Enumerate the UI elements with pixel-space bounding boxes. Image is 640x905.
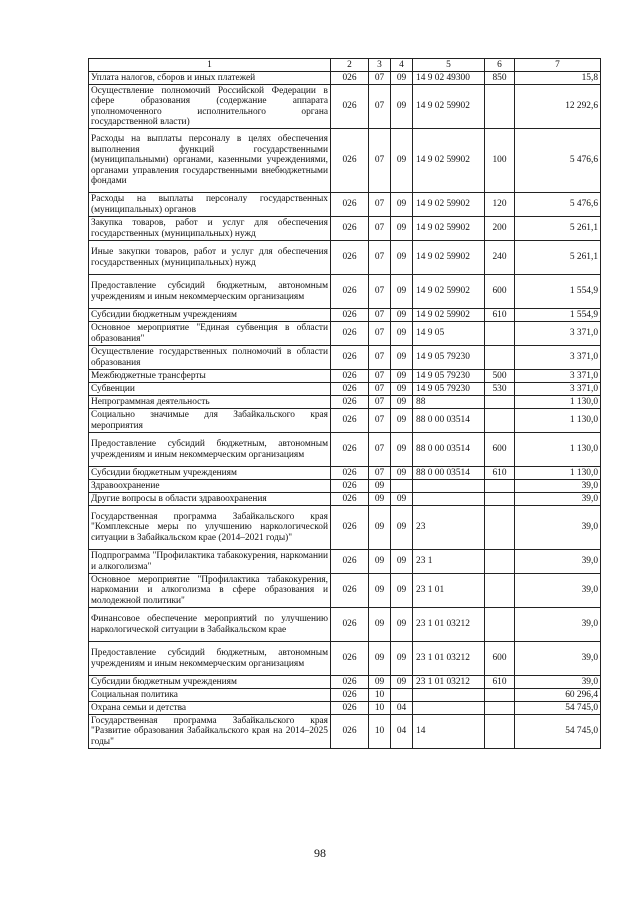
cell-target-item: 23 1 01: [413, 574, 485, 608]
cell-admin-code: 026: [331, 129, 369, 193]
cell-target-item: 14 9 05 79230: [413, 346, 485, 370]
cell-name: Субвенции: [89, 383, 331, 396]
header-cell-5: 5: [413, 59, 485, 72]
table-row: [89, 689, 601, 702]
cell-subsection: 09: [391, 217, 413, 241]
cell-amount: 3 371,0: [515, 370, 601, 383]
cell-admin-code: 026: [331, 193, 369, 217]
cell-section: 07: [369, 346, 391, 370]
cell-subsection: 09: [391, 85, 413, 129]
cell-amount: 5 261,1: [515, 217, 601, 241]
cell-subsection: 09: [391, 193, 413, 217]
table-row: [89, 550, 601, 574]
cell-expense-type: 240: [485, 241, 515, 275]
cell-target-item: 23: [413, 506, 485, 550]
cell-target-item: 88 0 00 03514: [413, 409, 485, 433]
cell-subsection: 09: [391, 493, 413, 506]
cell-section: 07: [369, 85, 391, 129]
cell-target-item: [413, 493, 485, 506]
cell-subsection: 09: [391, 129, 413, 193]
cell-expense-type: [485, 715, 515, 749]
cell-name: Государственная программа Забайкальского края "Развитие образования Забайкальского края на 2014–2025 годы": [89, 715, 331, 749]
cell-target-item: 14 9 02 49300: [413, 72, 485, 85]
table-row: [89, 467, 601, 480]
cell-amount: 5 476,6: [515, 193, 601, 217]
cell-subsection: 09: [391, 241, 413, 275]
cell-subsection: 09: [391, 370, 413, 383]
cell-amount: 39,0: [515, 676, 601, 689]
cell-name: Субсидии бюджетным учреждениям: [89, 676, 331, 689]
cell-section: 07: [369, 370, 391, 383]
cell-target-item: 14 9 02 59902: [413, 85, 485, 129]
cell-expense-type: [485, 480, 515, 493]
cell-subsection: 09: [391, 574, 413, 608]
table-row: [89, 72, 601, 85]
cell-name: Осуществление государственных полномочий в области образования: [89, 346, 331, 370]
cell-name: Закупка товаров, работ и услуг для обеспечения государственных (муниципальных) нужд: [89, 217, 331, 241]
table-row: [89, 715, 601, 749]
cell-section: 07: [369, 309, 391, 322]
cell-amount: 39,0: [515, 506, 601, 550]
cell-section: 09: [369, 480, 391, 493]
cell-section: 10: [369, 702, 391, 715]
cell-section: 09: [369, 642, 391, 676]
table-row: [89, 396, 601, 409]
cell-expense-type: [485, 689, 515, 702]
cell-target-item: [413, 480, 485, 493]
cell-expense-type: 100: [485, 129, 515, 193]
table-row: [89, 702, 601, 715]
cell-admin-code: 026: [331, 346, 369, 370]
table-row: [89, 275, 601, 309]
cell-name: Субсидии бюджетным учреждениям: [89, 467, 331, 480]
cell-expense-type: 500: [485, 370, 515, 383]
cell-expense-type: [485, 346, 515, 370]
table-row: [89, 383, 601, 396]
cell-section: 07: [369, 322, 391, 346]
cell-expense-type: 610: [485, 467, 515, 480]
cell-expense-type: [485, 506, 515, 550]
cell-amount: 3 371,0: [515, 322, 601, 346]
cell-name: Предоставление субсидий бюджетным, автономным учреждениям и иным некоммерческим организациям: [89, 433, 331, 467]
cell-name: Социальная политика: [89, 689, 331, 702]
cell-target-item: 88: [413, 396, 485, 409]
header-cell-4: 4: [391, 59, 413, 72]
cell-amount: 39,0: [515, 493, 601, 506]
cell-admin-code: 026: [331, 702, 369, 715]
cell-subsection: [391, 480, 413, 493]
cell-name: Осуществление полномочий Российской Федерации в сфере образования (содержание аппарата уполномоченного исполнительного органа государственной власти): [89, 85, 331, 129]
cell-amount: 54 745,0: [515, 715, 601, 749]
cell-amount: 39,0: [515, 608, 601, 642]
cell-target-item: 14 9 05: [413, 322, 485, 346]
cell-target-item: 23 1 01 03212: [413, 676, 485, 689]
cell-amount: 12 292,6: [515, 85, 601, 129]
cell-expense-type: [485, 493, 515, 506]
cell-name: Расходы на выплаты персоналу государственных (муниципальных) органов: [89, 193, 331, 217]
cell-target-item: 14 9 02 59902: [413, 275, 485, 309]
cell-admin-code: 026: [331, 480, 369, 493]
cell-target-item: 14 9 05 79230: [413, 383, 485, 396]
table-row: [89, 493, 601, 506]
table-row: [89, 217, 601, 241]
cell-subsection: 09: [391, 467, 413, 480]
cell-amount: 1 130,0: [515, 409, 601, 433]
cell-target-item: 14 9 05 79230: [413, 370, 485, 383]
cell-name: Основное мероприятие "Профилактика табакокурения, наркомании и алкоголизма в сфере образования и молодежной политики": [89, 574, 331, 608]
cell-target-item: 14 9 02 59902: [413, 309, 485, 322]
cell-amount: 39,0: [515, 574, 601, 608]
table-row: [89, 309, 601, 322]
cell-expense-type: 850: [485, 72, 515, 85]
cell-amount: 1 554,9: [515, 275, 601, 309]
cell-expense-type: 610: [485, 309, 515, 322]
cell-amount: 1 130,0: [515, 396, 601, 409]
cell-subsection: 04: [391, 715, 413, 749]
cell-subsection: 09: [391, 642, 413, 676]
cell-target-item: 23 1: [413, 550, 485, 574]
cell-section: 07: [369, 129, 391, 193]
cell-admin-code: 026: [331, 85, 369, 129]
budget-table: [88, 58, 601, 749]
cell-admin-code: 026: [331, 409, 369, 433]
header-cell-1: 1: [89, 59, 331, 72]
cell-subsection: 09: [391, 346, 413, 370]
cell-expense-type: [485, 85, 515, 129]
cell-amount: 5 261,1: [515, 241, 601, 275]
cell-expense-type: [485, 702, 515, 715]
table-row: [89, 346, 601, 370]
cell-amount: 54 745,0: [515, 702, 601, 715]
cell-subsection: 09: [391, 676, 413, 689]
cell-name: Здравоохранение: [89, 480, 331, 493]
header-cell-6: 6: [485, 59, 515, 72]
cell-name: Охрана семьи и детства: [89, 702, 331, 715]
cell-subsection: 09: [391, 322, 413, 346]
header-cell-7: 7: [515, 59, 601, 72]
table-row: [89, 370, 601, 383]
cell-subsection: 09: [391, 550, 413, 574]
table-row: [89, 506, 601, 550]
cell-amount: 60 296,4: [515, 689, 601, 702]
cell-amount: 39,0: [515, 550, 601, 574]
cell-section: 09: [369, 608, 391, 642]
cell-expense-type: [485, 574, 515, 608]
table-row: [89, 608, 601, 642]
cell-amount: 3 371,0: [515, 383, 601, 396]
cell-expense-type: [485, 608, 515, 642]
cell-subsection: 09: [391, 433, 413, 467]
cell-expense-type: [485, 550, 515, 574]
cell-section: 07: [369, 396, 391, 409]
cell-subsection: 09: [391, 383, 413, 396]
cell-subsection: 09: [391, 72, 413, 85]
table-row: [89, 676, 601, 689]
cell-target-item: 14: [413, 715, 485, 749]
cell-amount: 1 554,9: [515, 309, 601, 322]
cell-amount: 1 130,0: [515, 433, 601, 467]
cell-admin-code: 026: [331, 493, 369, 506]
cell-name: Социально значимые для Забайкальского края мероприятия: [89, 409, 331, 433]
cell-expense-type: [485, 409, 515, 433]
cell-admin-code: 026: [331, 275, 369, 309]
header-cell-3: 3: [369, 59, 391, 72]
cell-expense-type: 120: [485, 193, 515, 217]
cell-admin-code: 026: [331, 506, 369, 550]
table-row: [89, 433, 601, 467]
header-cell-2: 2: [331, 59, 369, 72]
cell-name: Основное мероприятие "Единая субвенция в области образования": [89, 322, 331, 346]
cell-name: Другие вопросы в области здравоохранения: [89, 493, 331, 506]
cell-section: 07: [369, 383, 391, 396]
cell-target-item: [413, 689, 485, 702]
cell-amount: 15,8: [515, 72, 601, 85]
cell-name: Субсидии бюджетным учреждениям: [89, 309, 331, 322]
cell-section: 07: [369, 275, 391, 309]
cell-name: Иные закупки товаров, работ и услуг для обеспечения государственных (муниципальных) нужд: [89, 241, 331, 275]
cell-subsection: 04: [391, 702, 413, 715]
cell-expense-type: 600: [485, 275, 515, 309]
cell-expense-type: [485, 322, 515, 346]
cell-name: Предоставление субсидий бюджетным, автономным учреждениям и иным некоммерческим организациям: [89, 275, 331, 309]
cell-admin-code: 026: [331, 72, 369, 85]
cell-section: 09: [369, 676, 391, 689]
cell-subsection: 09: [391, 409, 413, 433]
cell-section: 09: [369, 493, 391, 506]
cell-name: Финансовое обеспечение мероприятий по улучшению наркологической ситуации в Забайкальском крае: [89, 608, 331, 642]
cell-section: 07: [369, 217, 391, 241]
cell-section: 07: [369, 241, 391, 275]
cell-admin-code: 026: [331, 608, 369, 642]
cell-admin-code: 026: [331, 433, 369, 467]
cell-name: Государственная программа Забайкальского края "Комплексные меры по улучшению наркологической ситуации в Забайкальском крае (2014–2021 годы)": [89, 506, 331, 550]
table-row: [89, 193, 601, 217]
cell-target-item: 14 9 02 59902: [413, 129, 485, 193]
page-number: 98: [314, 846, 326, 860]
cell-expense-type: 610: [485, 676, 515, 689]
cell-amount: 1 130,0: [515, 467, 601, 480]
cell-subsection: [391, 689, 413, 702]
cell-section: 07: [369, 409, 391, 433]
table-row: [89, 129, 601, 193]
cell-admin-code: 026: [331, 241, 369, 275]
cell-admin-code: 026: [331, 550, 369, 574]
cell-section: 07: [369, 72, 391, 85]
cell-expense-type: 200: [485, 217, 515, 241]
cell-subsection: 09: [391, 396, 413, 409]
cell-target-item: [413, 702, 485, 715]
cell-amount: 39,0: [515, 480, 601, 493]
table-row: [89, 322, 601, 346]
cell-target-item: 23 1 01 03212: [413, 642, 485, 676]
cell-expense-type: 530: [485, 383, 515, 396]
cell-name: Уплата налогов, сборов и иных платежей: [89, 72, 331, 85]
cell-section: 09: [369, 550, 391, 574]
cell-section: 09: [369, 574, 391, 608]
cell-admin-code: 026: [331, 689, 369, 702]
cell-section: 10: [369, 715, 391, 749]
cell-name: Подпрограмма "Профилактика табакокурения, наркомании и алкоголизма": [89, 550, 331, 574]
cell-admin-code: 026: [331, 309, 369, 322]
cell-amount: 3 371,0: [515, 346, 601, 370]
table-row: [89, 480, 601, 493]
cell-section: 07: [369, 467, 391, 480]
cell-name: Межбюджетные трансферты: [89, 370, 331, 383]
cell-admin-code: 026: [331, 370, 369, 383]
cell-expense-type: 600: [485, 433, 515, 467]
table-row: [89, 85, 601, 129]
cell-expense-type: [485, 396, 515, 409]
cell-target-item: 23 1 01 03212: [413, 608, 485, 642]
cell-target-item: 14 9 02 59902: [413, 193, 485, 217]
cell-subsection: 09: [391, 506, 413, 550]
cell-admin-code: 026: [331, 676, 369, 689]
cell-amount: 5 476,6: [515, 129, 601, 193]
cell-admin-code: 026: [331, 715, 369, 749]
cell-target-item: 14 9 02 59902: [413, 241, 485, 275]
cell-admin-code: 026: [331, 574, 369, 608]
cell-admin-code: 026: [331, 642, 369, 676]
cell-name: Предоставление субсидий бюджетным, автономным учреждениям и иным некоммерческим организациям: [89, 642, 331, 676]
table-row: [89, 574, 601, 608]
table-row: [89, 642, 601, 676]
cell-admin-code: 026: [331, 396, 369, 409]
table-header-row: [89, 59, 601, 72]
cell-admin-code: 026: [331, 322, 369, 346]
cell-section: 07: [369, 433, 391, 467]
cell-section: 07: [369, 193, 391, 217]
table-row: [89, 241, 601, 275]
cell-target-item: 88 0 00 03514: [413, 467, 485, 480]
cell-name: Расходы на выплаты персоналу в целях обеспечения выполнения функций государственными (муниципальными) органами, казенными учреждениями, органами управления государственными внебюджетными фондами: [89, 129, 331, 193]
cell-amount: 39,0: [515, 642, 601, 676]
cell-subsection: 09: [391, 608, 413, 642]
cell-target-item: 88 0 00 03514: [413, 433, 485, 467]
cell-section: 09: [369, 506, 391, 550]
cell-admin-code: 026: [331, 467, 369, 480]
cell-target-item: 14 9 02 59902: [413, 217, 485, 241]
table-row: [89, 409, 601, 433]
cell-section: 10: [369, 689, 391, 702]
cell-admin-code: 026: [331, 383, 369, 396]
cell-subsection: 09: [391, 275, 413, 309]
cell-expense-type: 600: [485, 642, 515, 676]
cell-name: Непрограммная деятельность: [89, 396, 331, 409]
cell-subsection: 09: [391, 309, 413, 322]
cell-admin-code: 026: [331, 217, 369, 241]
